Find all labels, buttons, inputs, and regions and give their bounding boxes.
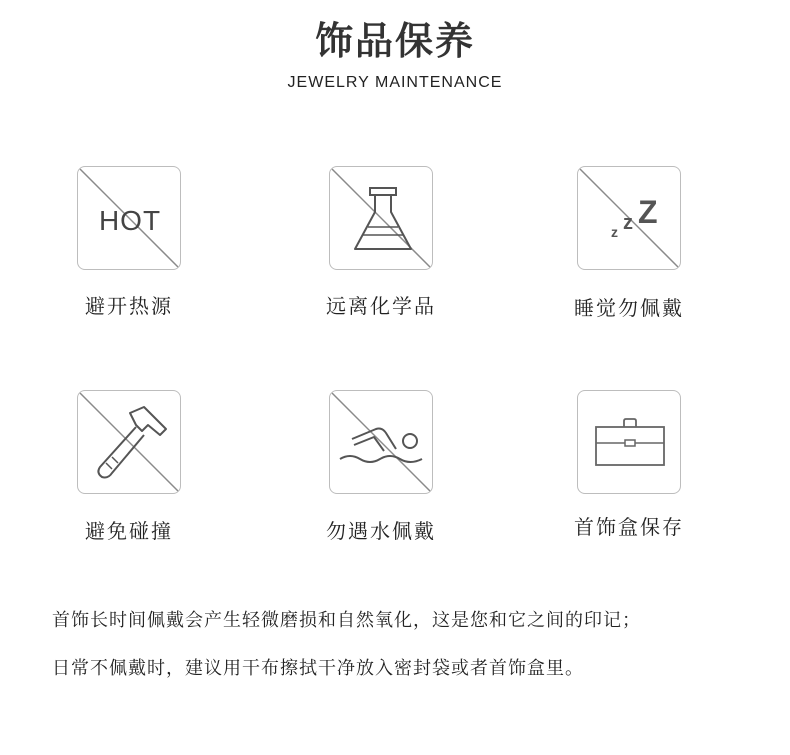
jewelry-box-icon	[578, 391, 681, 494]
sleep-zzz-icon	[578, 167, 681, 270]
swimmer-icon	[330, 391, 433, 494]
label-avoid-chemicals: 远离化学品	[326, 294, 436, 318]
card-hammer	[77, 390, 181, 494]
card-jewelry-box	[577, 390, 681, 494]
svg-text:z: z	[611, 224, 618, 240]
card-sleep	[577, 166, 681, 270]
hot-icon-text: HOT	[98, 205, 162, 236]
label-no-sleep: 睡觉勿佩戴	[574, 296, 684, 320]
page-title: 饰品保养	[314, 19, 475, 63]
card-chemical	[329, 166, 433, 270]
flask-icon	[330, 167, 433, 270]
label-avoid-heat: 避开热源	[85, 294, 173, 318]
hot-icon	[78, 167, 181, 270]
svg-text:Z: Z	[638, 194, 658, 230]
label-avoid-impact: 避免碰撞	[85, 519, 173, 543]
note-line-2: 日常不佩戴时，建议用干布擦拭干净放入密封袋或者首饰盒里。	[52, 658, 584, 679]
svg-text:z: z	[623, 212, 633, 234]
label-no-water: 勿遇水佩戴	[326, 519, 436, 543]
card-hot	[77, 166, 181, 270]
page-subtitle: JEWELRY MAINTENANCE	[287, 74, 503, 91]
card-water	[329, 390, 433, 494]
label-store-in-box: 首饰盒保存	[574, 515, 684, 539]
note-line-1: 首饰长时间佩戴会产生轻微磨损和自然氧化，这是您和它之间的印记；	[52, 610, 641, 631]
hammer-icon	[78, 391, 181, 494]
